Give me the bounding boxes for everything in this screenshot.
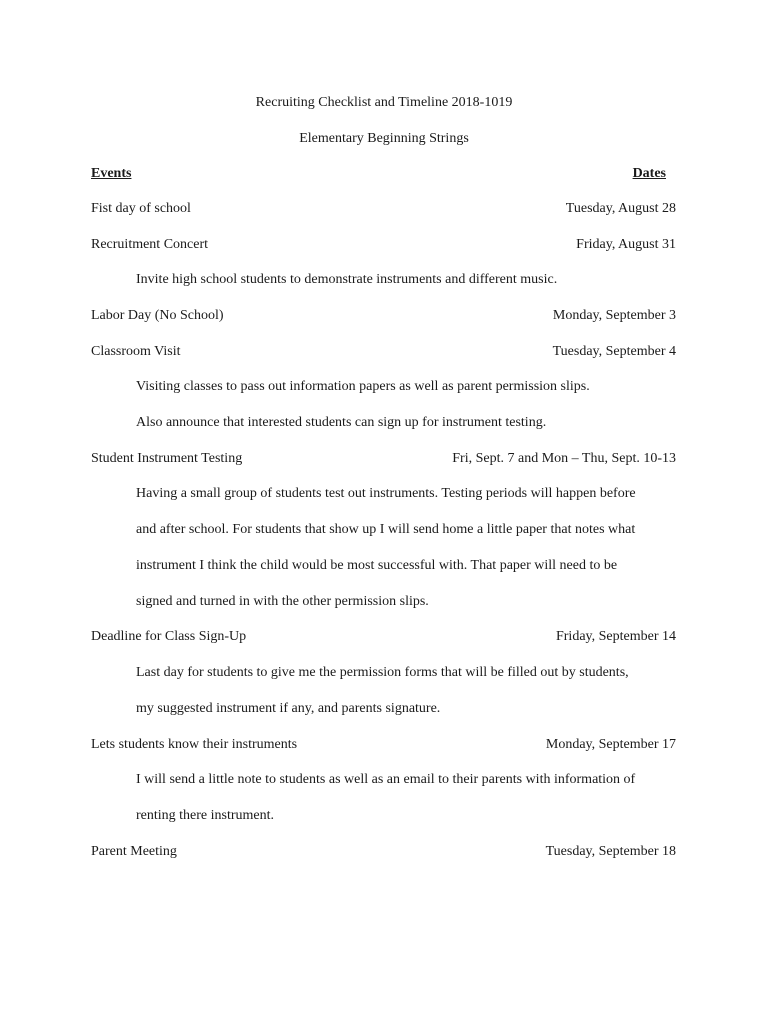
event-name: Student Instrument Testing <box>91 451 243 466</box>
events-header: Events <box>91 166 132 181</box>
event-row <box>91 342 676 362</box>
event-date: Tuesday, September 18 <box>545 844 676 859</box>
event-name: Recruitment Concert <box>91 237 209 252</box>
event-name: Fist day of school <box>91 201 191 216</box>
event-date: Tuesday, September 4 <box>552 344 676 359</box>
event-name: Classroom Visit <box>91 344 181 359</box>
event-date: Tuesday, August 28 <box>565 201 676 216</box>
event-row <box>91 449 676 469</box>
event-date: Friday, August 31 <box>576 237 676 252</box>
event-name: Deadline for Class Sign-Up <box>91 629 247 644</box>
document-subtitle: Elementary Beginning Strings <box>299 131 469 146</box>
event-row <box>91 842 676 862</box>
dates-header: Dates <box>632 166 666 181</box>
event-note: instrument I think the child would be most successful with. That paper will need to be <box>136 558 618 573</box>
event-date: Monday, September 3 <box>552 308 676 323</box>
event-row <box>91 735 676 755</box>
event-date: Friday, September 14 <box>555 629 676 644</box>
event-row <box>91 235 676 255</box>
event-note: Visiting classes to pass out information papers as well as parent permission slips. <box>136 379 590 394</box>
column-headers <box>91 164 676 184</box>
document-title: Recruiting Checklist and Timeline 2018-1019 <box>255 95 513 110</box>
event-note: and after school. For students that show up I will send home a little paper that notes what <box>136 522 636 537</box>
event-note: I will send a little note to students as well as an email to their parents with information of <box>136 772 636 787</box>
event-row <box>91 627 676 647</box>
event-note: my suggested instrument if any, and parents signature. <box>136 701 441 716</box>
event-name: Parent Meeting <box>91 844 177 859</box>
event-note: Also announce that interested students can sign up for instrument testing. <box>136 415 547 430</box>
event-note: Having a small group of students test out instruments. Testing periods will happen before <box>136 486 636 501</box>
event-note: Last day for students to give me the permission forms that will be filled out by students, <box>136 665 629 680</box>
event-name: Labor Day (No School) <box>91 308 224 323</box>
event-note: Invite high school students to demonstrate instruments and different music. <box>136 272 558 287</box>
event-name: Lets students know their instruments <box>91 737 298 752</box>
event-note: renting there instrument. <box>136 808 275 823</box>
event-row <box>91 306 676 326</box>
event-date: Monday, September 17 <box>545 737 676 752</box>
event-row <box>91 199 676 219</box>
event-date: Fri, Sept. 7 and Mon – Thu, Sept. 10-13 <box>452 451 676 466</box>
event-note: signed and turned in with the other permission slips. <box>136 594 429 609</box>
